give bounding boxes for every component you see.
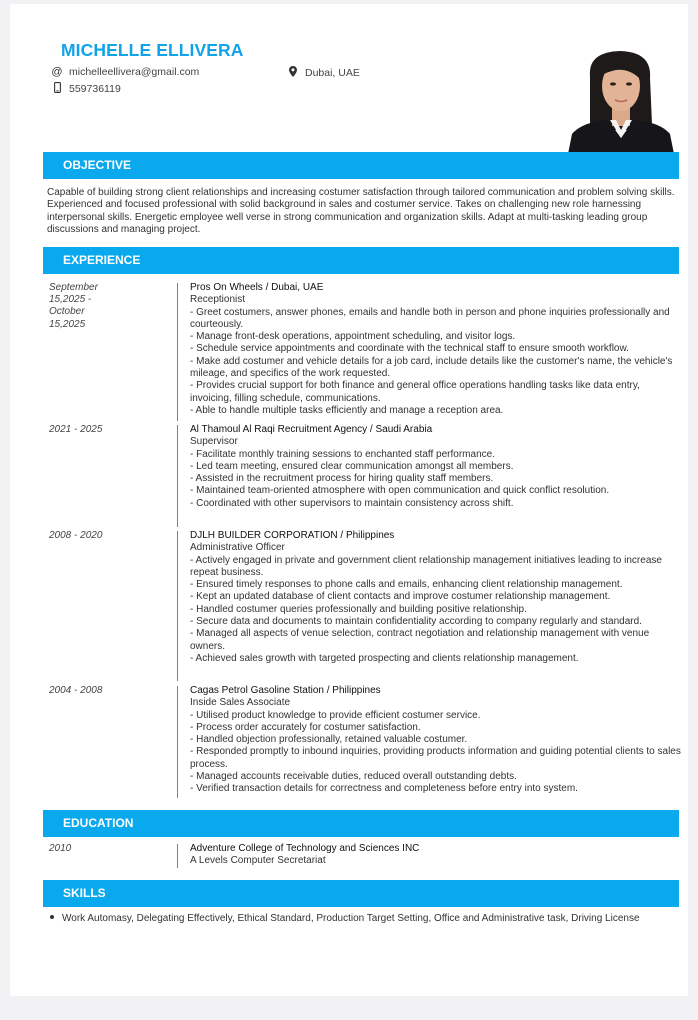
mobile-phone-icon [50,82,64,96]
duty-bullet: - Achieved sales growth with targeted prospecting and clients relationship management. [190,652,579,664]
experience-section-header: EXPERIENCE [43,247,679,274]
duty-bullet: - Process order accurately for costumer satisfaction. [190,721,421,733]
experience-date: 2021 - 2025 [49,424,103,435]
skills-text: Work Automasy, Delegating Effectively, Ethical Standard, Production Target Setting, Office and Administrative task, Driving License [62,913,640,924]
phone-text: 559736119 [69,83,121,95]
duty-bullet: - Led team meeting, ensured clear communication amongst all members. [190,460,514,472]
experience-details [190,530,682,665]
duty-bullet: - Greet costumers, answer phones, emails and handle both in person and phone inquiries professionally and courteously. [190,306,670,330]
company-name: Cagas Petrol Gasoline Station / Philippines [190,685,381,696]
location-text: Dubai, UAE [305,67,360,79]
candidate-name: MICHELLE ELLIVERA [61,40,244,60]
duty-bullet: - Responded promptly to inbound inquiries, providing products information and guiding potential clients to sales process. [190,746,681,770]
duty-bullet: - Actively engaged in private and government client relationship management initiatives leading to increase repeat business. [190,554,662,578]
duty-bullet: - Handled costumer queries professionally and building positive relationship. [190,603,527,615]
at-icon: @ [51,66,63,78]
bullet-dot [50,915,54,919]
duty-bullet: - Utilised product knowledge to provide efficient costumer service. [190,709,481,721]
timeline-divider [177,686,178,798]
company-name: Pros On Wheels / Dubai, UAE [190,282,324,293]
duty-bullet: - Secure data and documents to maintain confidentiality according to company regularly and standard. [190,616,642,628]
experience-date: 2004 - 2008 [49,685,103,696]
duty-bullet: - Facilitate monthly training sessions to enchanted staff performance. [190,448,495,460]
education-date: 2010 [49,843,72,854]
duty-bullet: - Schedule service appointments and coordinate with the technical staff to ensure smooth workflow. [190,343,629,355]
education-section-header: EDUCATION [43,810,679,837]
resume-page [10,4,688,996]
location-contact [286,66,360,80]
skills-section-header: SKILLS [43,880,679,907]
duty-bullet: - Make add costumer and vehicle details for a job card, include details like the customer's name, the vehicle's mileage, and specifics of the work requested. [190,355,673,380]
duty-bullet: - Ensured timely responses to phone calls and emails, enhancing client relationship management. [190,579,623,591]
school-name: Adventure College of Technology and Sciences INC [190,843,420,854]
experience-date: September 15,2025 - October 15,2025 [49,282,98,330]
objective-section-header: OBJECTIVE [43,152,679,179]
timeline-divider [177,844,178,868]
duty-bullet: - Managed accounts receivable duties, reduced overall outstanding debts. [190,771,517,783]
duty-bullet: - Coordinated with other supervisors to maintain consistency across shift. [190,497,514,509]
timeline-divider [177,425,178,527]
education-details [190,843,682,868]
duty-bullet: - Maintained team-oriented atmosphere with open communication and quick conflict resolution. [190,485,610,497]
job-role: Inside Sales Associate [190,697,291,709]
duty-bullet: - Assisted in the recruitment process for hiring quality staff members. [190,473,494,485]
timeline-divider [177,283,178,421]
skills-list-item [50,913,640,924]
timeline-divider [177,531,178,681]
program-name: A Levels Computer Secretariat [190,855,326,867]
profile-photo [568,46,674,154]
job-role: Supervisor [190,436,238,448]
location-pin-icon [286,66,300,80]
experience-details [190,424,682,510]
duty-bullet: - Handled objection professionally, retained valuable costumer. [190,734,468,746]
job-role: Receptionist [190,294,246,306]
experience-details [190,282,682,417]
duty-bullet: - Provides crucial support for both finance and general office operations handling tasks like data entry, invoicing, filling schedule, communications. [190,380,640,404]
phone-contact [50,82,121,96]
duty-bullet: - Kept an updated database of client contacts and improve costumer relationship management. [190,591,611,603]
company-name: Al Thamoul Al Raqi Recruitment Agency / Saudi Arabia [190,424,433,435]
experience-date: 2008 - 2020 [49,530,103,541]
company-name: DJLH BUILDER CORPORATION / Philippines [190,530,395,541]
duty-bullet: - Manage front-desk operations, appointment scheduling, and visitor logs. [190,331,516,343]
experience-details [190,685,682,796]
duty-bullet: - Verified transaction details for correctness and completeness before entry into system. [190,783,578,795]
email-text: michelleellivera@gmail.com [69,66,200,78]
objective-text: Capable of building strong client relationships and increasing costumer satisfaction through tailored communication and problem solving skills. Experienced and focused professional with solid background in sales and costumer service. Takes on challenging new role harnessing interpersonal skills. Energetic employee well verse in strong communication and organization skills. Adapt at multi-tasking leading group discussions and managing project. [47,187,675,235]
job-role: Administrative Officer [190,542,285,554]
duty-bullet: - Managed all aspects of venue selection, contract negotiation and relationship management with venue owners. [190,628,650,652]
duty-bullet: - Able to handle multiple tasks efficiently and manage a reception area. [190,404,504,416]
email-contact [50,66,199,78]
